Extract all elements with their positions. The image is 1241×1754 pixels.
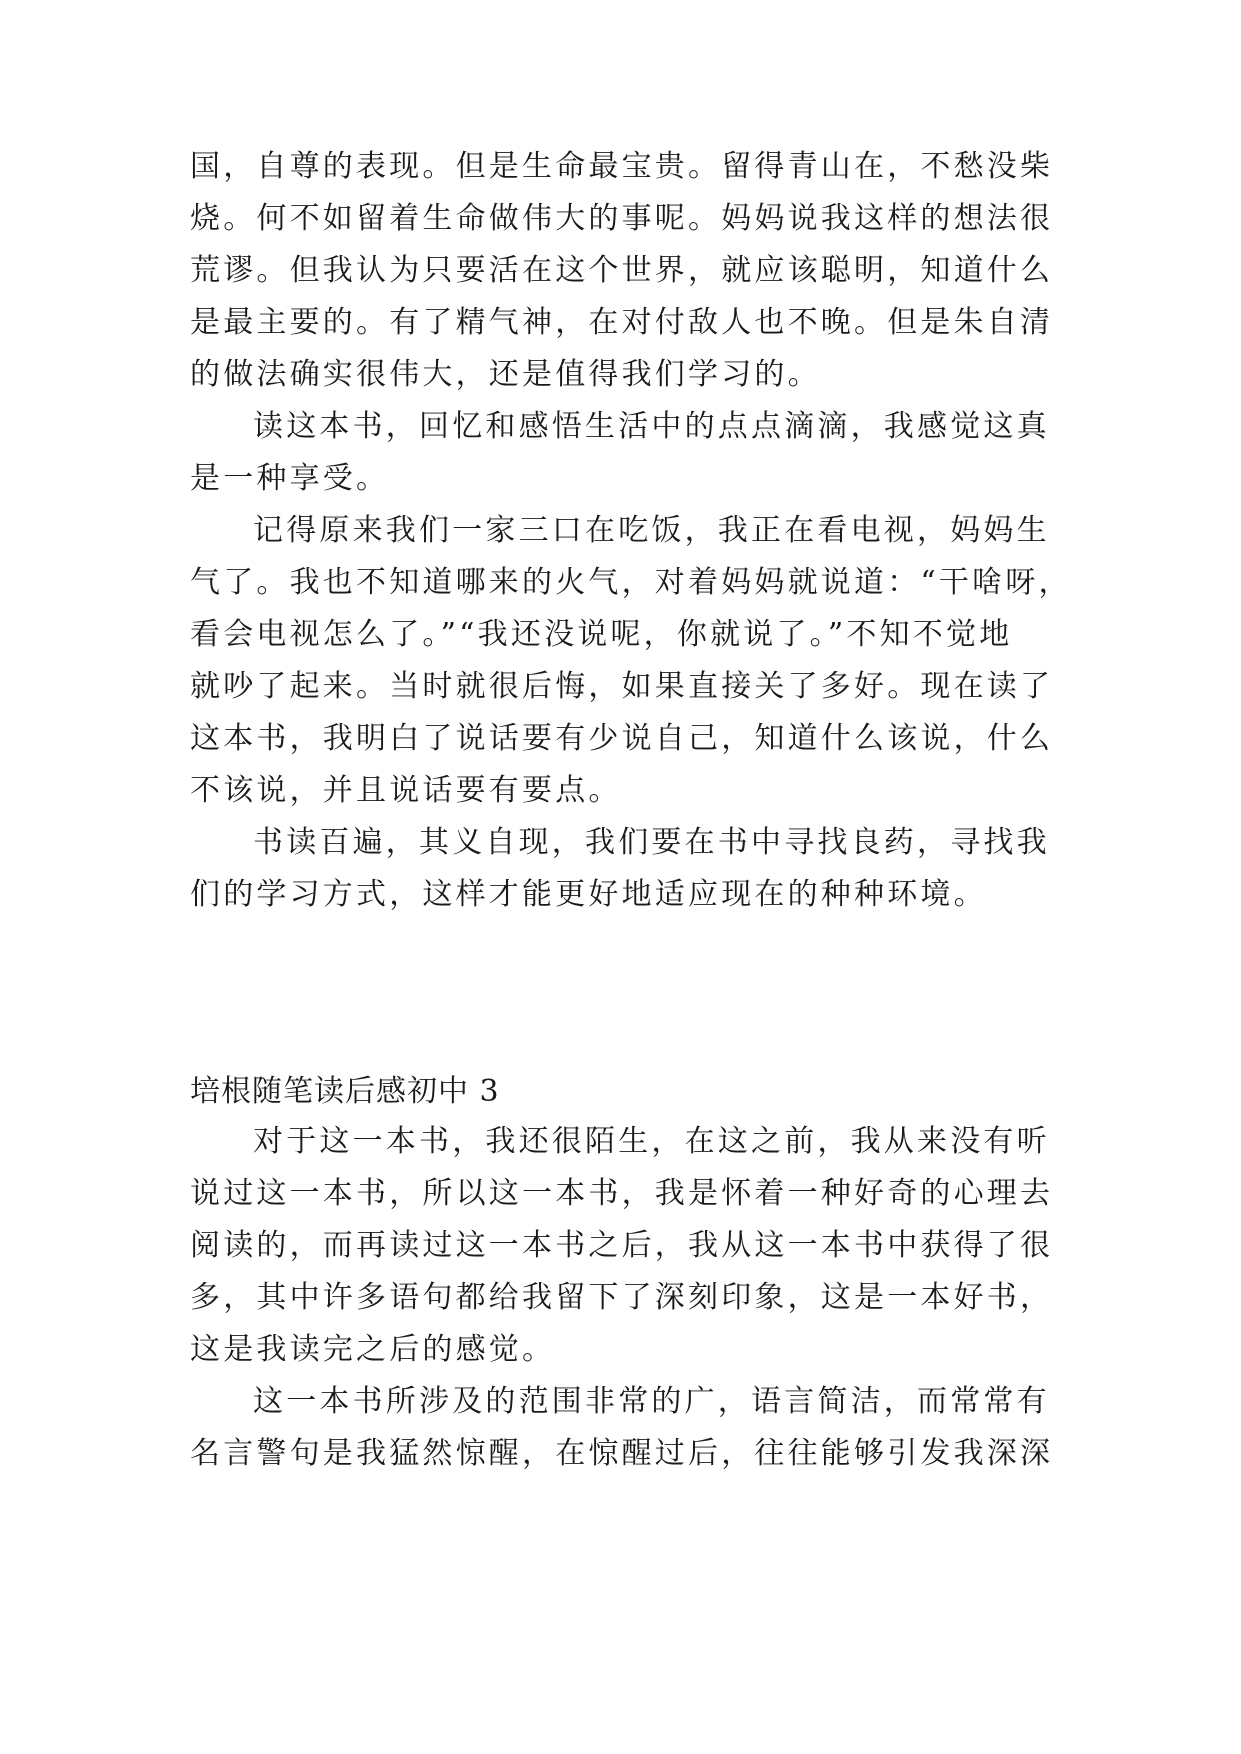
- text-line: 是最主要的。有了精气神，在对付敌人也不晚。但是朱自清: [190, 305, 1054, 340]
- text-line: 们的学习方式，这样才能更好地适应现在的种种环境。: [190, 877, 987, 912]
- text-line: 名言警句是我猛然惊醒，在惊醒过后，往往能够引发我深深: [190, 1436, 1054, 1471]
- text-line: 这一本书所涉及的范围非常的广，语言简洁，而常常有: [253, 1384, 1050, 1419]
- text-line: 对于这一本书，我还很陌生，在这之前，我从来没有听: [253, 1124, 1050, 1159]
- text-line: 这是我读完之后的感觉。: [190, 1332, 556, 1367]
- text-line: 烧。何不如留着生命做伟大的事呢。妈妈说我这样的想法很: [190, 201, 1054, 236]
- text-line: 这本书，我明白了说话要有少说自己，知道什么该说，什么: [190, 721, 1054, 756]
- text-line: 阅读的，而再读过这一本书之后，我从这一本书中获得了很: [190, 1228, 1054, 1263]
- text-line: 多，其中许多语句都给我留下了深刻印象，这是一本好书，: [190, 1280, 1054, 1315]
- text-line: 气了。我也不知道哪来的火气，对着妈妈就说道：“干啥呀，: [190, 565, 1072, 600]
- text-line: 说过这一本书，所以这一本书，我是怀着一种好奇的心理去: [190, 1176, 1054, 1211]
- text-line: 就吵了起来。当时就很后悔，如果直接关了多好。现在读了: [190, 669, 1054, 704]
- text-line: 是一种享受。: [190, 461, 390, 496]
- text-line: 读这本书，回忆和感悟生活中的点点滴滴，我感觉这真: [253, 409, 1050, 444]
- text-line: 书读百遍，其义自现，我们要在书中寻找良药，寻找我: [253, 825, 1050, 860]
- section-heading: 培根随笔读后感初中 3: [190, 1074, 500, 1109]
- text-line: 不该说，并且说话要有要点。: [190, 773, 622, 808]
- text-line: 国，自尊的表现。但是生命最宝贵。留得青山在，不愁没柴: [190, 149, 1054, 184]
- text-line: 看会电视怎么了。”“我还没说呢，你就说了。”不知不觉地: [190, 617, 1013, 652]
- text-line: 的做法确实很伟大，还是值得我们学习的。: [190, 357, 821, 392]
- text-line: 记得原来我们一家三口在吃饭，我正在看电视，妈妈生: [253, 513, 1050, 548]
- text-line: 荒谬。但我认为只要活在这个世界，就应该聪明，知道什么: [190, 253, 1054, 288]
